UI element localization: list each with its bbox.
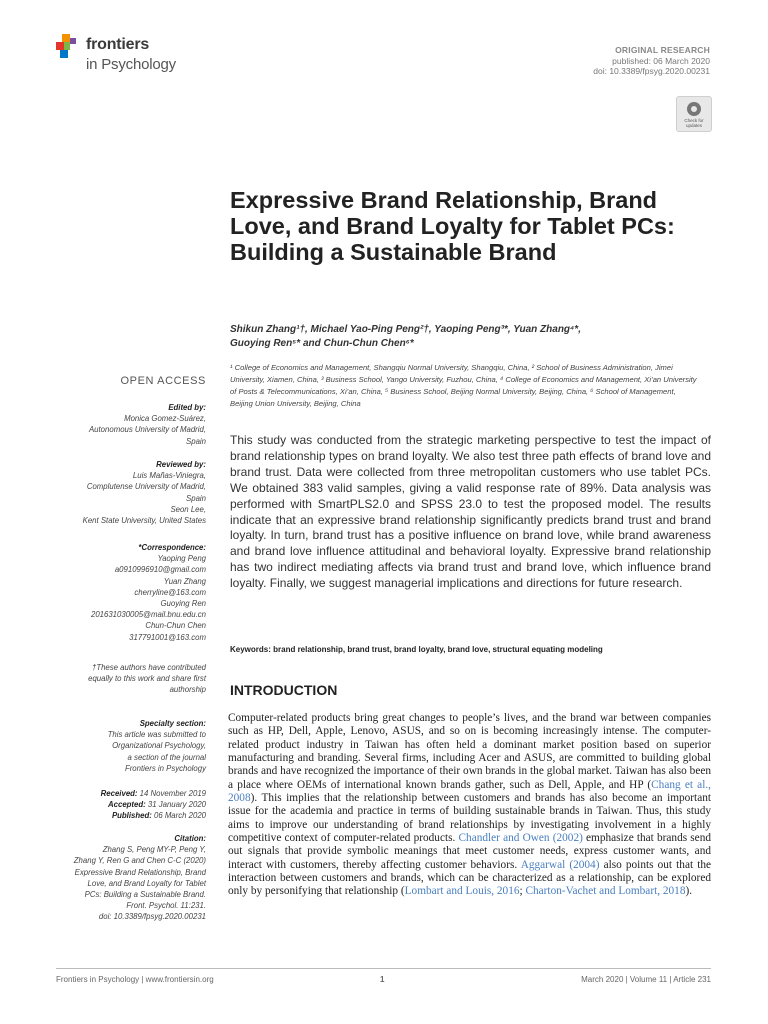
correspondence-label: *Correspondence: [138, 543, 206, 552]
affiliations: ¹ College of Economics and Management, Shangqiu Normal University, Shangqiu, China, ² School of Business Administration, Jimei University, Xiamen, China, ³ Business School, Yango University, Fuzhou, China, ⁴ College of Economics and Management, Xi’an University of Posts & Telecommunications, Xi’an, China, ⁵ Business School, Beijing Normal University, Beijing, China, ⁶ School of Management, Beijing Union University, Beijing, China [230, 363, 697, 408]
specialty-label: Specialty section: [139, 719, 206, 728]
article-title: Expressive Brand Relationship, Brand Love, and Brand Loyalty for Tablet PCs: Building a Sustainable Brand [230, 187, 675, 265]
open-access-label: OPEN ACCESS [120, 375, 206, 387]
reviewer-line: Spain [186, 493, 206, 503]
keywords: Keywords: brand relationship, brand trust, brand loyalty, brand love, structural equating modeling [230, 645, 603, 654]
reviewer-line: Kent State University, United States [82, 516, 206, 526]
authors-line-1: Shikun Zhang¹†, Michael Yao-Ping Peng²†, Yaoping Peng³*, Yuan Zhang⁴*, [230, 324, 581, 335]
reviewed-by-label: Reviewed by: [156, 460, 206, 469]
published-date-sidebar: 06 March 2020 [151, 811, 206, 821]
abstract: This study was conducted from the strategic marketing perspective to test the impact of brand relationship types on brand loyalty. We also test three path effects of brand love and brand trust. Data were collected from three metropolitan customers who use tablet PCs. We obtained 383 valid samples, giving a valid response rate of 89%. Data analysis was performed with SmartPLS2.0 and SPSS 23.0 to test the proposed model. The results indicate that an expressive brand relationship significantly predicts brand trust and brand loyalty. In turn, brand trust has a positive influence on brand love, while brand awareness and brand love influence attitudinal and behavioral loyalty. Expressive brand relationship has two indirect mediating affects via brand trust and brand love, which influence brand loyalty. Finally, we suggest managerial implications and directions for future research. [230, 433, 711, 591]
intro-text: ). This implies that the relationship between customers and brands has also become an important issue for the academia and practice in terms of building sustainable brands in Taiwan. Thus, this study aims to improve our understanding of brand relationships by investigating involvement in a highly competitive context of computer-related products. [228, 792, 711, 845]
introduction-text [228, 712, 711, 899]
brand-name: frontiers [86, 36, 150, 53]
check-for-updates-button[interactable] [676, 96, 712, 132]
published-label: Published: [111, 811, 152, 821]
reviewed-by-section [56, 459, 206, 526]
article-meta [593, 45, 710, 77]
specialty-section [56, 718, 206, 774]
citation-link[interactable]: Charton-Vachet and Lombart, 2018 [525, 885, 686, 898]
citation-line: Zhang Y, Ren G and Chen C-C (2020) [73, 856, 206, 866]
citation-label: Citation: [174, 834, 206, 843]
specialty-line: a section of the journal [127, 752, 206, 762]
intro-text: ; [519, 885, 526, 898]
received-label: Received: [100, 789, 138, 798]
citation-section [56, 833, 206, 923]
check-updates-label: Check for updates [684, 118, 704, 128]
journal-name: in Psychology [86, 56, 176, 73]
intro-text: ). [685, 885, 693, 898]
footer-journal[interactable]: Frontiers in Psychology | www.frontiersin.org [56, 975, 214, 984]
authors-line-2: Guoying Ren⁵* and Chun-Chun Chen⁶* [230, 338, 414, 349]
note-line: †These authors have contributed [92, 663, 206, 672]
footer-divider [56, 968, 711, 969]
citation-link[interactable]: Lombart and Louis, 2016 [404, 885, 520, 898]
page-number: 1 [380, 975, 385, 984]
note-line: equally to this work and share first [88, 674, 206, 684]
accepted-label: Accepted: [108, 800, 146, 810]
citation-line: Zhang S, Peng MY-P, Peng Y, [102, 845, 206, 855]
dates-section [56, 788, 206, 822]
citation-link[interactable]: Aggarwal (2004) [520, 858, 600, 871]
edited-by-label: Edited by: [168, 403, 206, 412]
correspondent-email[interactable]: a0910996910@gmail.com [114, 565, 206, 575]
edited-by-section [56, 402, 206, 447]
specialty-line: This article was submitted to [107, 730, 206, 740]
correspondent-name: Yaoping Peng [157, 554, 206, 564]
citation-link[interactable]: Chandler and Owen (2002) [458, 832, 583, 845]
article-type: ORIGINAL RESEARCH [615, 45, 710, 55]
accepted-date: 31 January 2020 [145, 800, 206, 810]
citation-link[interactable]: Chang et al., 2008 [228, 778, 711, 805]
specialty-line: Frontiers in Psychology [124, 763, 206, 773]
correspondent-email[interactable]: cherryline@163.com [134, 587, 206, 597]
frontiers-logo-icon [56, 34, 80, 58]
correspondent-email[interactable]: 317791001@163.com [129, 632, 206, 642]
published-date: published: 06 March 2020 [612, 55, 710, 66]
correspondence-section [56, 542, 206, 643]
correspondent-name: Chun-Chun Chen [145, 621, 206, 631]
intro-text: Computer-related products bring great changes to people’s lives, and the brand war between companies such as HP, Dell, Apple, Lenovo, ASUS, and so on is becoming increasingly intense. The computer-related product industry in Taiwan has often held a dominant market position based on superior manufacturing and branding. Several firms, including Acer and ASUS, are committed to building global brands and have recognized the importance of their own brands in the global market. Taiwan has also been a place where OEMs of international known brands gather, such as Dell, Apple, and HP ( [228, 712, 711, 791]
citation-line: Love, and Brand Loyalty for Tablet [87, 878, 206, 888]
reviewer-line: Seon Lee, [170, 504, 206, 514]
received-date: 14 November 2019 [137, 789, 206, 798]
doi[interactable]: doi: 10.3389/fpsyg.2020.00231 [593, 66, 710, 76]
intro-text: also points out that the interaction between customers and brands, which can be characterized as a relationship, can be explored only by personifying that relationship ( [228, 858, 712, 898]
footer-volume: March 2020 | Volume 11 | Article 231 [581, 975, 711, 984]
correspondent-name: Yuan Zhang [163, 576, 206, 586]
note-line: authorship [169, 685, 206, 695]
reviewer-line: Luis Mañas-Viniegra, [132, 471, 206, 481]
editor-line: Autonomous University of Madrid, [88, 425, 206, 435]
editor-line: Spain [186, 436, 206, 446]
author-list [230, 323, 700, 351]
correspondent-email[interactable]: 201631030005@mail.bnu.edu.cn [91, 610, 206, 620]
specialty-line: Organizational Psychology, [112, 741, 206, 751]
journal-logo[interactable] [56, 32, 216, 82]
citation-line: Expressive Brand Relationship, Brand [74, 867, 206, 877]
intro-text: emphasize that brands send out signals that provide symbolic meanings that meet customer needs, express customer wants, and interact with customers, thereby affecting customer behaviors. [228, 832, 711, 871]
section-heading-introduction: INTRODUCTION [230, 682, 338, 698]
citation-line: PCs: Building a Sustainable Brand. [84, 890, 206, 900]
citation-line[interactable]: doi: 10.3389/fpsyg.2020.00231 [98, 912, 206, 922]
equal-contribution-note [56, 662, 206, 696]
citation-line: Front. Psychol. 11:231. [126, 901, 206, 911]
reviewer-line: Complutense University of Madrid, [86, 482, 206, 492]
correspondent-name: Guoying Ren [160, 599, 206, 609]
editor-line: Monica Gomez-Suárez, [124, 414, 206, 424]
